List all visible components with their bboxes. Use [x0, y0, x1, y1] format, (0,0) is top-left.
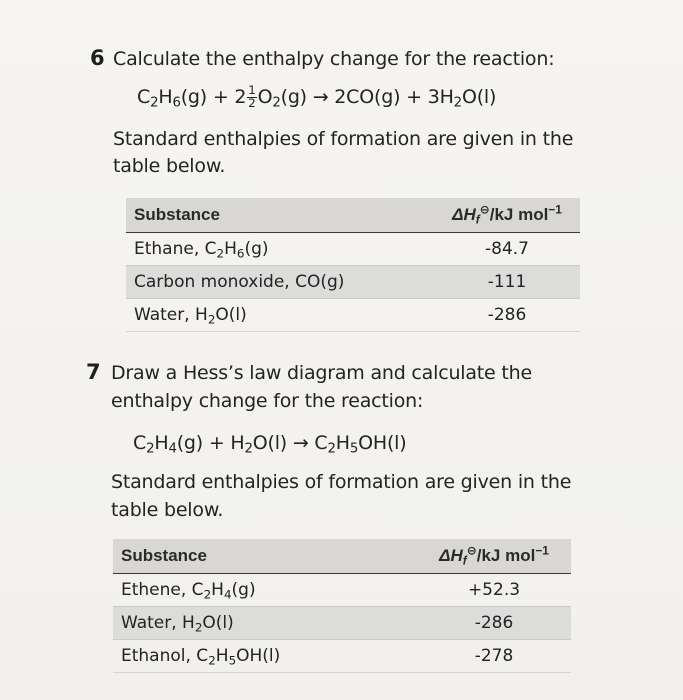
question-7-text-line-2: table below. — [111, 499, 224, 521]
substance-cell: Ethanol, $C_2H_5OH(l)$ — [121, 646, 281, 668]
substance-cell: Water, $H_2O(l)$ — [121, 613, 234, 635]
table-row — [126, 233, 580, 266]
question-7-prompt-line-1: Draw a Hess’s law diagram and calculate the — [111, 362, 532, 384]
table-row — [113, 574, 571, 607]
question-7-text-line-1: Standard enthalpies of formation are given in the — [111, 471, 572, 493]
table-row — [126, 266, 580, 299]
question-6-equation: $C_2H_6(g) + 2$ $\frac{1}{2}$ $O_2(g) \to 2CO(g) + 3H_2O(l)$ — [137, 83, 497, 111]
question-7-enthalpy-table — [113, 539, 571, 673]
substance-cell: Ethane, $C_2H_6(g)$ — [134, 239, 269, 261]
substance-cell: Water, $H_2O(l)$ — [134, 305, 247, 327]
table-row — [126, 299, 580, 332]
table-row — [113, 640, 571, 673]
column-header-enthalpy: $\Delta H_f^⊖/kJ$ mol$^{-1}$ — [452, 202, 562, 227]
question-6-text-line-1: Standard enthalpies of formation are given in the — [113, 128, 574, 150]
question-7-equation: $C_2H_4(g) + H_2O(l) \to C_2H_5OH(l)$ — [133, 432, 407, 457]
column-header-substance: Substance — [134, 205, 220, 224]
question-6-prompt: Calculate the enthalpy change for the reaction: — [113, 48, 555, 70]
fraction-one-half: $\frac{1}{2}$ — [248, 83, 256, 111]
value-cell: -286 — [487, 305, 527, 325]
value-cell: -84.7 — [485, 239, 529, 259]
question-6-enthalpy-table — [126, 198, 580, 332]
substance-cell: Carbon monoxide, CO(g) — [134, 272, 345, 292]
table-header-row — [113, 539, 571, 574]
table-header-row — [126, 198, 580, 233]
value-cell: +52.3 — [467, 580, 521, 600]
column-header-enthalpy: $\Delta H_f^⊖/kJ$ mol$^{-1}$ — [439, 543, 549, 568]
question-6-text-line-2: table below. — [113, 155, 226, 177]
value-cell: -286 — [474, 613, 514, 633]
value-cell: -111 — [487, 272, 527, 292]
question-7-number: 7 — [86, 360, 101, 384]
column-header-substance: Substance — [121, 546, 207, 565]
question-7-prompt-line-2: enthalpy change for the reaction: — [111, 390, 424, 412]
question-6-number: 6 — [90, 46, 105, 70]
table-row — [113, 607, 571, 640]
value-cell: -278 — [474, 646, 514, 666]
substance-cell: Ethene, $C_2H_4(g)$ — [121, 580, 256, 602]
